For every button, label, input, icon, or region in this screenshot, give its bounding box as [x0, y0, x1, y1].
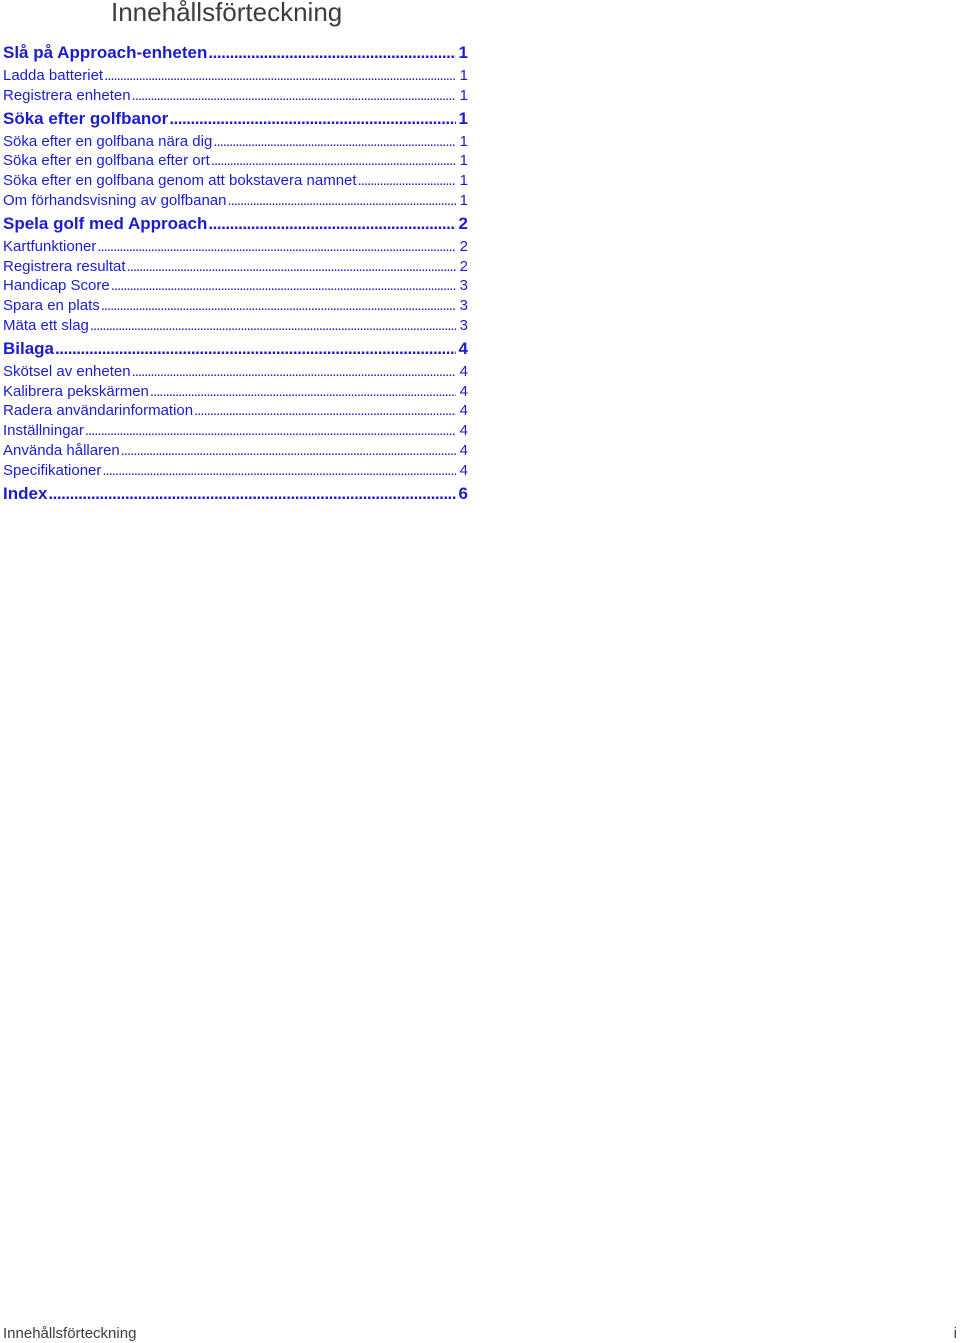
toc-heading-label: Slå på Approach-enheten — [3, 43, 208, 62]
toc-entry-label: Inställningar — [3, 422, 84, 440]
toc-heading[interactable] — [3, 211, 468, 237]
toc-heading-page-number: 6 — [458, 483, 468, 503]
toc-entry-label: Om förhandsvisning av golfbanan — [3, 191, 227, 209]
toc-heading[interactable] — [3, 106, 468, 132]
page-footer — [3, 1325, 957, 1343]
dot-leader — [150, 382, 456, 402]
dot-leader — [169, 106, 456, 132]
toc-entry-page-number: 2 — [459, 257, 468, 275]
toc-entry[interactable] — [3, 66, 468, 86]
dot-leader — [97, 237, 456, 257]
toc-entry-page-number: 1 — [459, 191, 468, 209]
toc-entry[interactable] — [3, 441, 468, 461]
toc-entry[interactable] — [3, 151, 468, 171]
toc-entry-page-number: 3 — [459, 297, 468, 315]
toc-entry-page-number: 3 — [459, 277, 468, 295]
toc-heading[interactable] — [3, 481, 468, 507]
toc-heading-page-number: 1 — [458, 43, 468, 62]
toc-entry[interactable] — [3, 421, 468, 441]
toc-entry-page-number: 1 — [459, 67, 468, 84]
toc-heading-label: Söka efter golfbanor — [3, 108, 169, 128]
dot-leader — [208, 211, 456, 237]
dot-leader — [111, 276, 456, 296]
dot-leader — [90, 316, 456, 336]
toc-entry[interactable] — [3, 86, 468, 106]
toc-heading-page-number: 1 — [458, 108, 468, 128]
dot-leader — [127, 257, 456, 277]
dot-leader — [102, 461, 456, 481]
toc-entry[interactable] — [3, 171, 468, 191]
toc-entry-page-number: 3 — [459, 316, 468, 334]
dot-leader — [211, 151, 456, 171]
toc-entry-page-number: 1 — [459, 172, 468, 190]
toc-section — [3, 481, 468, 507]
toc-entry-label: Använda hållaren — [3, 441, 120, 459]
toc-section — [3, 336, 468, 481]
toc-entry-page-number: 1 — [459, 86, 468, 104]
toc-entry-label: Registrera resultat — [3, 257, 126, 275]
toc-heading-page-number: 2 — [458, 213, 468, 233]
toc-entry[interactable] — [3, 296, 468, 316]
toc-entry[interactable] — [3, 132, 468, 152]
toc-heading-label: Bilaga — [3, 338, 55, 358]
toc-entry-page-number: 2 — [459, 237, 468, 255]
page-title: Innehållsförteckning — [111, 0, 343, 27]
toc-entry[interactable] — [3, 461, 468, 481]
toc-entry-label: Radera användarinformation — [3, 402, 194, 420]
toc-entry-page-number: 4 — [459, 441, 468, 459]
toc-entry-label: Handicap Score — [3, 277, 110, 295]
dot-leader — [208, 40, 456, 66]
toc-entry-label: Söka efter en golfbana genom att bokstavera namnet — [3, 172, 357, 190]
dot-leader — [358, 171, 456, 191]
toc-heading[interactable] — [3, 336, 468, 362]
toc-entry-page-number: 1 — [459, 132, 468, 150]
dot-leader — [55, 336, 456, 362]
toc-entry-label: Registrera enheten — [3, 86, 131, 104]
toc-entry[interactable] — [3, 257, 468, 277]
toc-entry-page-number: 4 — [459, 461, 468, 479]
dot-leader — [121, 441, 456, 461]
footer-section-title: Innehållsförteckning — [3, 1325, 137, 1342]
dot-leader — [194, 401, 456, 421]
toc-entry-label: Ladda batteriet — [3, 67, 104, 84]
toc-entry-label: Kalibrera pekskärmen — [3, 382, 149, 400]
toc-entry-label: Mäta ett slag — [3, 316, 89, 334]
toc-heading-label: Spela golf med Approach — [3, 213, 208, 233]
dot-leader — [48, 481, 456, 507]
toc-entry-label: Skötsel av enheten — [3, 362, 131, 380]
table-of-contents — [3, 40, 468, 507]
toc-entry[interactable] — [3, 316, 468, 336]
dot-leader — [132, 362, 456, 382]
toc-heading[interactable] — [3, 40, 468, 66]
toc-entry-page-number: 4 — [459, 402, 468, 420]
toc-entry-label: Specifikationer — [3, 461, 102, 479]
toc-entry-label: Kartfunktioner — [3, 237, 97, 255]
toc-entry[interactable] — [3, 191, 468, 211]
dot-leader — [227, 191, 456, 211]
toc-entry[interactable] — [3, 237, 468, 257]
toc-entry-label: Söka efter en golfbana nära dig — [3, 132, 213, 150]
toc-section — [3, 40, 468, 106]
toc-heading-label: Index — [3, 483, 48, 503]
dot-leader — [132, 86, 456, 106]
dot-leader — [85, 421, 456, 441]
toc-entry-page-number: 1 — [459, 152, 468, 170]
toc-entry[interactable] — [3, 401, 468, 421]
toc-entry-label: Söka efter en golfbana efter ort — [3, 152, 210, 170]
toc-section — [3, 211, 468, 336]
dot-leader — [213, 132, 456, 152]
toc-heading-page-number: 4 — [458, 338, 468, 358]
toc-entry-label: Spara en plats — [3, 297, 100, 315]
footer-page-number: i — [953, 1325, 957, 1342]
toc-entry-page-number: 4 — [459, 422, 468, 440]
dot-leader — [101, 296, 456, 316]
toc-entry-page-number: 4 — [459, 362, 468, 380]
toc-section — [3, 106, 468, 211]
toc-entry[interactable] — [3, 362, 468, 382]
toc-entry-page-number: 4 — [459, 382, 468, 400]
toc-entry[interactable] — [3, 276, 468, 296]
toc-entry[interactable] — [3, 382, 468, 402]
dot-leader — [104, 66, 456, 86]
